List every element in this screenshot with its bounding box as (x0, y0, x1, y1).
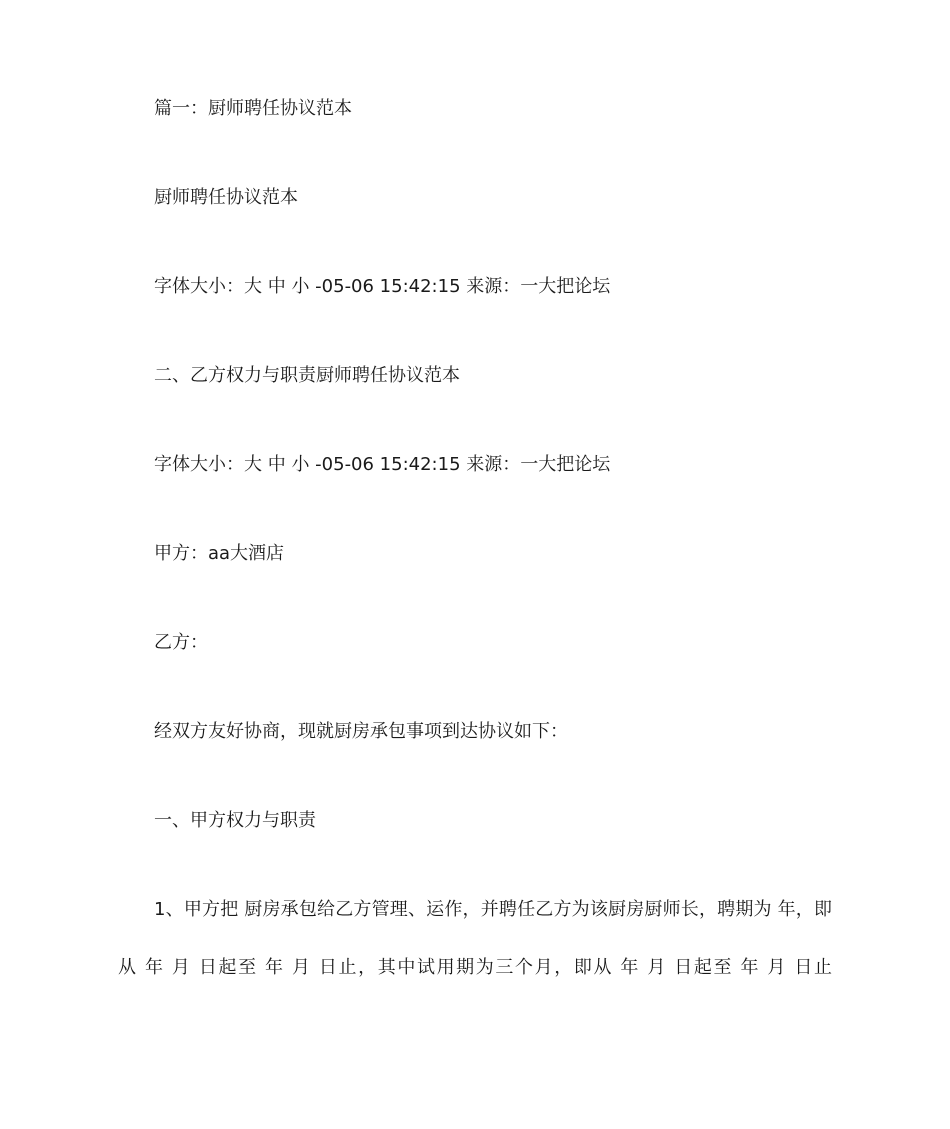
section-title: 二、乙方权力与职责厨师聘任协议范本 (154, 365, 460, 386)
party-a-line: 甲方：aa大酒店 (154, 543, 285, 564)
clause-paragraph (118, 898, 832, 980)
document-heading: 篇一：厨师聘任协议范本 (154, 98, 352, 119)
meta-info-line: 字体大小：大 中 小 -05-06 15:42:15 来源：一大把论坛 (154, 454, 611, 475)
party-b-line: 乙方： (154, 632, 208, 653)
section-title: 一、甲方权力与职责 (154, 810, 316, 831)
document-subtitle: 厨师聘任协议范本 (154, 187, 298, 208)
meta-info-line: 字体大小：大 中 小 -05-06 15:42:15 来源：一大把论坛 (154, 276, 611, 297)
clause-text-line: 从 年 月 日起至 年 月 日止，其中试用期为三个月，即从 年 月 日起至 年 月 日止 (118, 957, 832, 978)
clause-text-line: 1、甲方把 厨房承包给乙方管理、运作，并聘任乙方为该厨房厨师长，聘期为 年，即 (154, 899, 832, 920)
intro-paragraph: 经双方友好协商，现就厨房承包事项到达协议如下： (154, 721, 568, 742)
